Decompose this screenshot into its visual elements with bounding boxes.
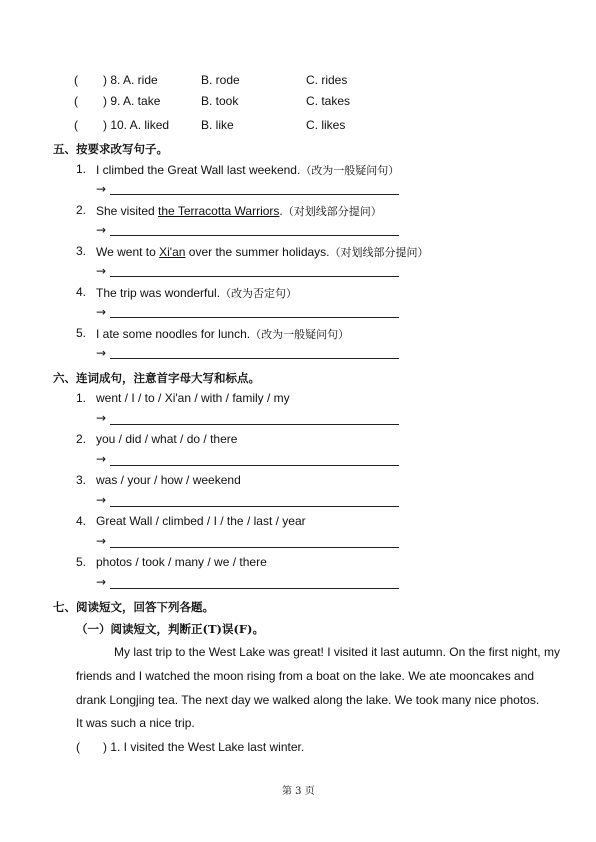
sentence-end: over the summer holidays. — [185, 245, 330, 259]
scramble-item-number: 3. — [76, 473, 87, 487]
rewrite-item-number: 1. — [76, 162, 87, 176]
answer-line[interactable] — [110, 317, 399, 318]
scramble-item-number: 2. — [76, 432, 87, 446]
passage-line-3: drank Longjing tea. The next day we walked along the lake. We took many nice photos. — [76, 693, 540, 707]
passage-line-4: It was such a nice trip. — [76, 716, 195, 730]
option-b: B. took — [201, 94, 239, 108]
answer-bracket[interactable]: ( — [74, 73, 78, 87]
rewrite-item-number: 2. — [76, 203, 87, 217]
option-b: B. rode — [201, 73, 240, 87]
passage-line-2: friends and I watched the moon rising from a boat on the lake. We ate mooncakes and — [76, 669, 535, 683]
option-b: B. like — [201, 118, 234, 132]
arrow-icon: → — [96, 305, 107, 319]
section-7-subheading: （一）阅读短文，判断正(T)误(F)。 — [76, 622, 264, 636]
section-6-heading: 六、连词成句，注意首字母大写和标点。 — [53, 371, 260, 385]
scramble-item-number: 5. — [76, 555, 87, 569]
scramble-item-number: 4. — [76, 514, 87, 528]
instruction-note: （改为一般疑问句） — [300, 164, 400, 177]
page-number: 第 3 页 — [282, 786, 315, 797]
instruction-note: （对划线部分提问） — [329, 246, 429, 259]
option-a: ) 10. A. liked — [103, 118, 170, 132]
arrow-icon: → — [96, 534, 107, 548]
rewrite-item-number: 3. — [76, 244, 87, 258]
tf-question-1 — [76, 740, 80, 754]
scramble-item-4: Great Wall / climbed / I / the / last / year — [96, 514, 306, 528]
scramble-item-2: you / did / what / do / there — [96, 432, 238, 446]
answer-line[interactable] — [110, 465, 399, 466]
choice-row-10 — [74, 118, 78, 132]
answer-line[interactable] — [110, 194, 399, 195]
answer-bracket[interactable]: ( — [74, 118, 78, 132]
option-c: C. likes — [306, 118, 346, 132]
answer-line[interactable] — [110, 424, 399, 425]
underlined-phrase: the Terracotta Warriors — [158, 204, 280, 218]
option-a: ) 8. A. ride — [103, 73, 158, 87]
section-7-heading: 七、阅读短文，回答下列各题。 — [53, 600, 214, 614]
answer-line[interactable] — [110, 506, 399, 507]
arrow-icon: → — [96, 223, 107, 237]
rewrite-item-2 — [96, 203, 382, 219]
sentence: She visited — [96, 204, 159, 218]
answer-line[interactable] — [110, 588, 399, 589]
rewrite-item-5 — [96, 326, 349, 342]
arrow-icon: → — [96, 452, 107, 466]
option-a: ) 9. A. take — [103, 94, 161, 108]
rewrite-item-3 — [96, 244, 429, 260]
rewrite-item-number: 5. — [76, 326, 87, 340]
arrow-icon: → — [96, 411, 107, 425]
tf-question-text: ) 1. I visited the West Lake last winter. — [103, 740, 305, 754]
scramble-item-3: was / your / how / weekend — [96, 473, 241, 487]
answer-bracket[interactable]: ( — [74, 94, 78, 108]
option-c: C. takes — [306, 94, 351, 108]
rewrite-item-4 — [96, 285, 297, 301]
instruction-note: （改为否定句） — [220, 287, 298, 300]
underlined-phrase: Xi'an — [159, 245, 186, 259]
sentence: The trip was wonderful. — [96, 286, 221, 300]
sentence: We went to — [96, 245, 160, 259]
choice-row-9 — [74, 94, 78, 108]
instruction-note: （改为一般疑问句） — [250, 328, 350, 341]
option-c: C. rides — [306, 73, 348, 87]
passage-line-1: My last trip to the West Lake was great! I visited it last autumn. On the first night, my — [114, 645, 560, 659]
scramble-item-1: went / I / to / Xi'an / with / family / my — [96, 391, 290, 405]
answer-bracket[interactable]: ( — [76, 740, 80, 754]
rewrite-item-1 — [96, 162, 399, 178]
answer-line[interactable] — [110, 358, 399, 359]
sentence: I ate some noodles for lunch. — [96, 327, 251, 341]
arrow-icon: → — [96, 264, 107, 278]
answer-line[interactable] — [110, 276, 399, 277]
section-5-heading: 五、按要求改写句子。 — [53, 142, 168, 156]
scramble-item-number: 1. — [76, 391, 87, 405]
arrow-icon: → — [96, 575, 107, 589]
arrow-icon: → — [96, 493, 107, 507]
choice-row-8 — [74, 73, 78, 87]
answer-line[interactable] — [110, 235, 399, 236]
arrow-icon: → — [96, 182, 107, 196]
instruction-note: （对划线部分提问） — [282, 205, 382, 218]
arrow-icon: → — [96, 346, 107, 360]
sentence-end: . — [279, 204, 283, 218]
scramble-item-5: photos / took / many / we / there — [96, 555, 267, 569]
sentence: I climbed the Great Wall last weekend. — [96, 163, 301, 177]
rewrite-item-number: 4. — [76, 285, 87, 299]
answer-line[interactable] — [110, 547, 399, 548]
